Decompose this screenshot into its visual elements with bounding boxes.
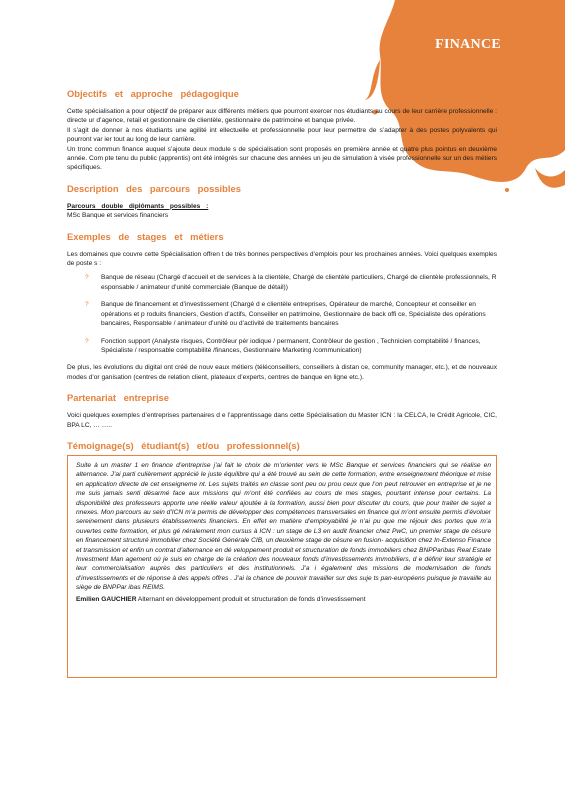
examples-list <box>67 273 497 355</box>
section-temoignages <box>67 440 497 678</box>
paragraph: De plus, les évolutions du digital ont créé de nouv eaux métiers (téléconseillers, conseillers à distan ce, community manager, etc.), et de nouveaux modes d’or ganisation (centres de relation client, plateaux d’experts, centres de banque en ligne etc.). <box>67 364 497 381</box>
section-stages <box>67 231 497 382</box>
section-heading: Témoignage(s) étudiant(s) et/ou professionnel(s) <box>67 439 300 451</box>
section-heading: Description des parcours possibles <box>67 182 241 194</box>
section-heading: Exemples de stages et métiers <box>67 230 224 242</box>
list-item: ? Banque de réseau (Chargé d’accueil et de services à la clientèle, Chargé de clientèle particuliers, Chargé de clientèle professionnels, R esponsable / animateur d’unité commerciale (Banque de détail)) <box>85 274 497 291</box>
document-content <box>67 88 497 678</box>
banner-title: FINANCE <box>435 37 501 52</box>
section-heading: Partenariat entreprise <box>67 392 169 404</box>
signature-name: Emilien GAUCHIER <box>76 595 137 603</box>
list-item: ? Banque de financement et d’investissement (Chargé d e clientèle entreprises, Opérateur de marché, Concepteur et conseiller en opérations et p roduits financiers, Gestion d’actifs, Conseiller en patrimoine, Gestionnaire de back offi ce, Spécialiste des opérations bancaires, Responsable / animateur d’unité ou d’activité de traitements bancaires <box>85 301 486 328</box>
paragraph: Il s’agit de donner à nos étudiants une agilité int ellectuelle et professionnelle pour leur permettre de s’adapter à des postes polyvalents qui pourront var ier tout au long de leur carrière. <box>67 126 497 144</box>
section-parcours <box>67 183 497 221</box>
section-partenariat <box>67 392 497 430</box>
section-heading: Objectifs et approche pédagogique <box>67 88 239 99</box>
section-objectives <box>67 88 497 173</box>
parcours-item: MSc Banque et services financiers <box>67 212 169 220</box>
paragraph: Cette spécialisation a pour objectif de préparer aux différents métiers que pourront exercer nos étudiants au cours de leur carrière professionnelle : directe ur d’agence, retail et gestionnaire de clientèle, gestionnaire de patrimoine et banque privée. <box>67 108 497 125</box>
parcours-title: Parcours double diplômants possibles : <box>67 202 209 210</box>
testimony-box <box>67 455 497 678</box>
bullet-glyph: ? <box>85 274 89 282</box>
paragraph: Un tronc commun finance auquel s’ajoute deux module s de spécialisation sont proposés en première année et quatre plus pointus en deuxième année. Com pte tenu du public (apprentis) ont été intégrés sur chacune des années un jeu de simulation à visée professionnelle sur un des métiers spécifiques. <box>67 145 497 172</box>
list-item: ? Fonction support (Analyste risques, Contrôleur pér iodique / permanent, Contrôleur de gestion , Technicien comptabilité / finances, Spécialiste / responsable comptabilité /finances, Gestionnaire Marketing /communication) <box>85 337 481 354</box>
testimony-text: Suite à un master 1 en finance d’entreprise j’ai fait le choix de m’orienter vers le MSc Banque et services financiers qui se réalise en alternance. J’ai parti culièrement apprécié le juste équilibre qui a été trouvé au sein de cette formation, entre enseignement théorique et mise en application directe de cet enseigneme nt. Les sujets traités en classe sont peu ou prou ceux que l’on peut retrouver en entreprise et je ne me suis jamais senti désarmé face aux missions qui m’ont été confiées au cours de mes stages, pourtant intense pour certains. La disponibilité des professeurs apporte une réelle valeur ajoutée à la formation, aussi bien pour discuter du cours, que pour traiter de sujet a nnexes. Mon parcours au sein d’ICN m’a permis de développer des compétences transversales en finance qui m’ont ensuite permis d’évoluer sereinement dans plusieurs établissements financiers. En effet en matière d’employabilité je n’ai pu que me réjouir des portes que m’a ouvertes cette formation, et plus gé néralement mon cursus à ICN : un stage de L3 en audit financier chez PwC, un premier stage de césure en financement structuré immobilier chez Société Générale CIB, un deuxième stage de césure en fusion- acquisition chez In-Extenso Finance et transmission et enfin un contrat d’alternance en dé veloppement produit et structuration de fonds immobiliers chez BNPParibas Real Estate Investment Man agement où je suis en charge de la création des nouveaux fonds d’investissements immobiliers, d e définir leur stratégie et leur commercialisation auprès des particuliers et des institutionnels. J’a i également des missions de modernisation de fonds d’investissements et de réponse à des appels offres . J’ai la chance de pouvoir travailler sur des suje ts pan-européens puisque je travaille au siège de BNPPar ibas REIMS. <box>76 461 491 592</box>
bullet-glyph: ? <box>85 337 89 345</box>
bullet-glyph: ? <box>85 301 89 309</box>
signature-role: Alternant en développement produit et structuration de fonds d’investissement <box>136 595 366 603</box>
paragraph: Les domaines que couvre cette Spécialisation offren t de très bonnes perspectives d’emplois pour les prochaines années. Voici quelques exemples de poste s : <box>67 250 497 268</box>
testimony-signature <box>76 595 491 604</box>
paragraph: Voici quelques exemples d’entreprises partenaires d e l’apprentissage dans cette Spécialisation du Master ICN : la CELCA, le Crédit Agricole, CIC, BPA LC, … ….. <box>67 412 497 429</box>
